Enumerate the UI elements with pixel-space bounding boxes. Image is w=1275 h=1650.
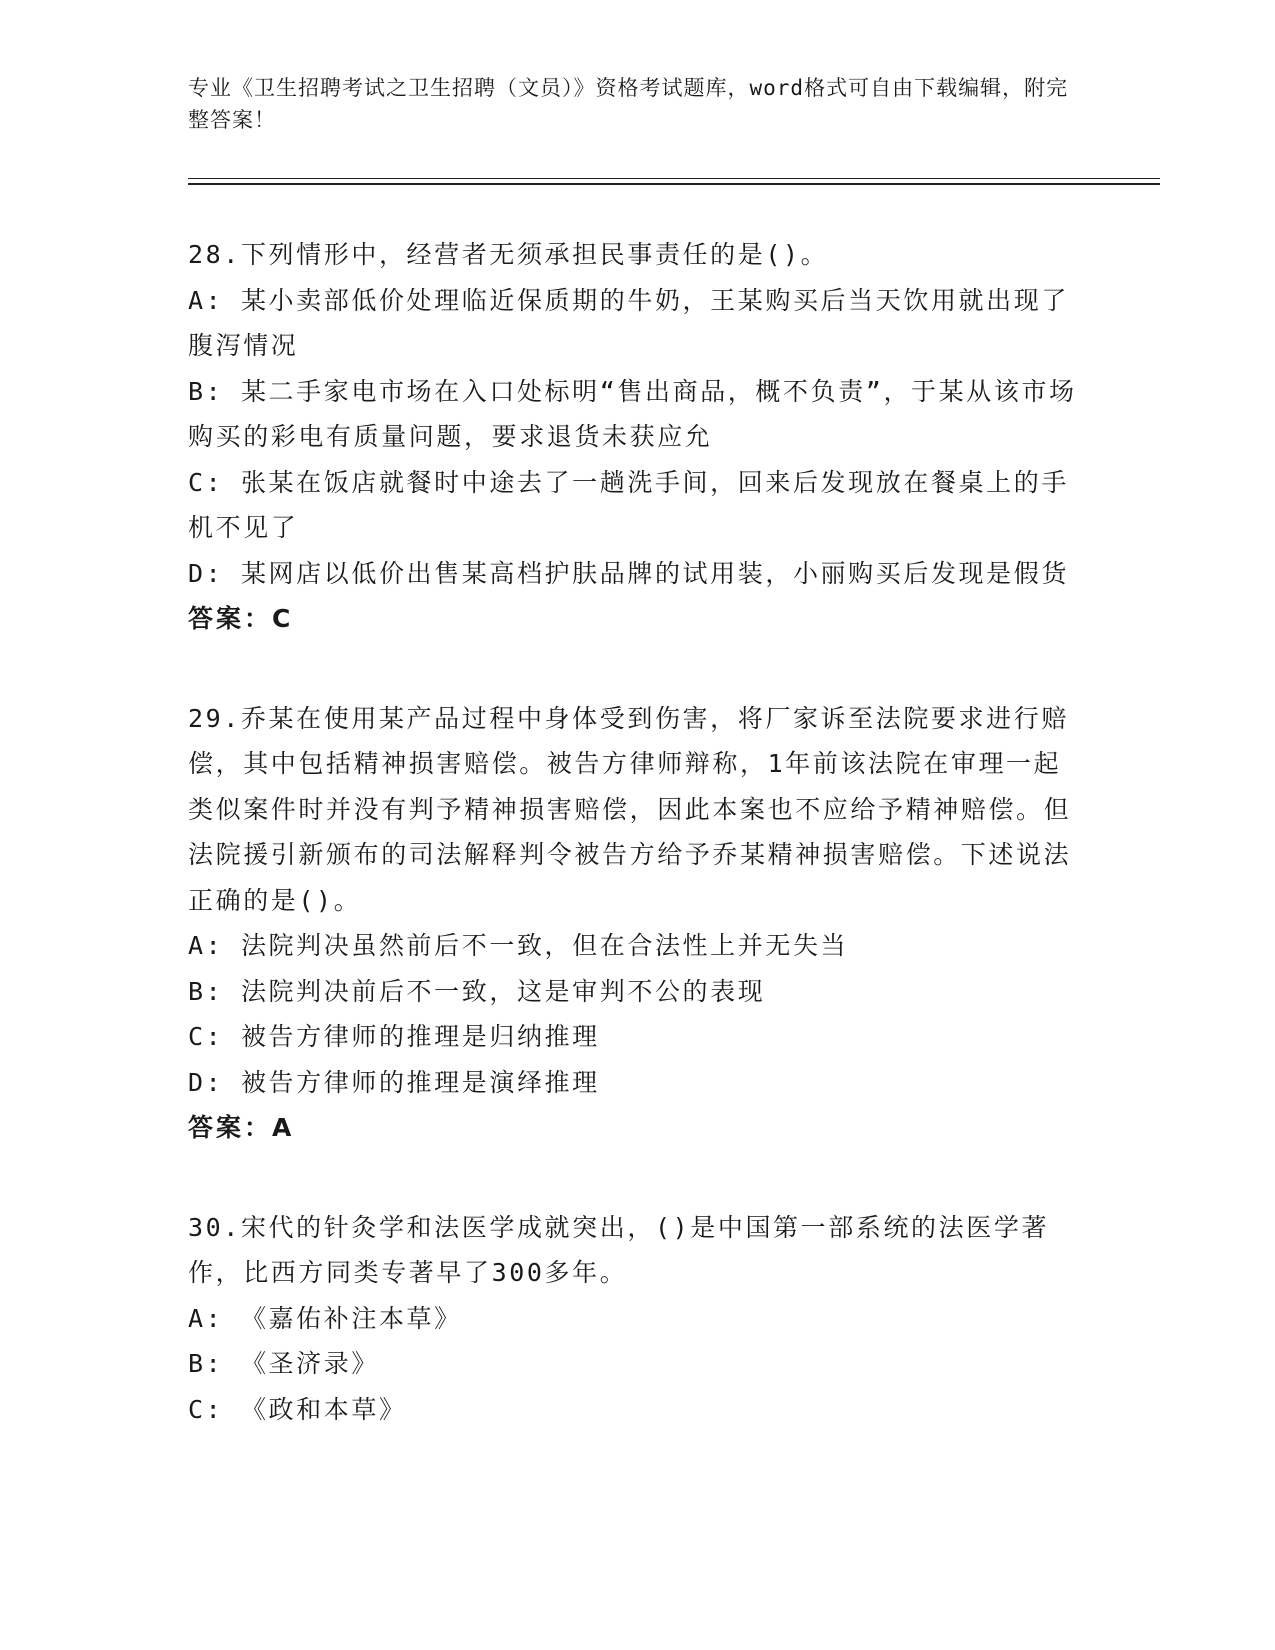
option-a: A: 法院判决虽然前后不一致，但在合法性上并无失当 xyxy=(188,931,849,960)
question-stem: 29.乔某在使用某产品过程中身体受到伤害，将厂家诉至法院要求进行赔偿，其中包括精神损害赔偿。被告方律师辩称，1年前该法院在审理一起类似案件时并没有判予精神损害赔偿，因此本案也不应给予精神赔偿。但法院援引新颁布的司法解释判令被告方给予乔某精神损害赔偿。下述说法正确的是()。 xyxy=(188,703,1072,915)
document-header: 专业《卫生招聘考试之卫生招聘（文员）》资格考试题库，word格式可自由下载编辑，附完整答案！ xyxy=(188,76,1069,132)
question-28 xyxy=(188,232,1088,642)
header-divider-thick xyxy=(188,183,1160,185)
option-c: C: 张某在饭店就餐时中途去了一趟洗手间，回来后发现放在餐桌上的手机不见了 xyxy=(188,467,1069,542)
option-a: A: 《嘉佑补注本草》 xyxy=(188,1303,462,1333)
question-stem: 30.宋代的针灸学和法医学成就突出，()是中国第一部系统的法医学著作，比西方同类专著早了300多年。 xyxy=(188,1212,1050,1287)
option-d: D: 被告方律师的推理是演绎推理 xyxy=(188,1067,600,1097)
option-d: D: 某网店以低价出售某高档护肤品牌的试用装，小丽购买后发现是假货 xyxy=(188,558,1069,588)
question-30 xyxy=(188,1205,1088,1433)
option-c: C: 《政和本草》 xyxy=(188,1394,407,1424)
question-stem: 28.下列情形中，经营者无须承担民事责任的是()。 xyxy=(188,240,829,269)
option-c: C: 被告方律师的推理是归纳推理 xyxy=(188,1022,600,1051)
option-b: B: 《圣济录》 xyxy=(188,1349,379,1378)
question-list xyxy=(188,232,1088,1486)
option-b: B: 法院判决前后不一致，这是审判不公的表现 xyxy=(188,976,766,1006)
answer-line: 答案：A xyxy=(188,1113,295,1142)
answer-line: 答案：C xyxy=(188,604,294,633)
question-29 xyxy=(188,696,1088,1151)
option-a: A: 某小卖部低价处理临近保质期的牛奶，王某购买后当天饮用就出现了腹泻情况 xyxy=(188,285,1069,360)
option-b: B: 某二手家电市场在入口处标明“售出商品，概不负责”，于某从该市场购买的彩电有质量问题，要求退货未获应允 xyxy=(188,376,1077,451)
header-divider-thin xyxy=(188,178,1160,179)
